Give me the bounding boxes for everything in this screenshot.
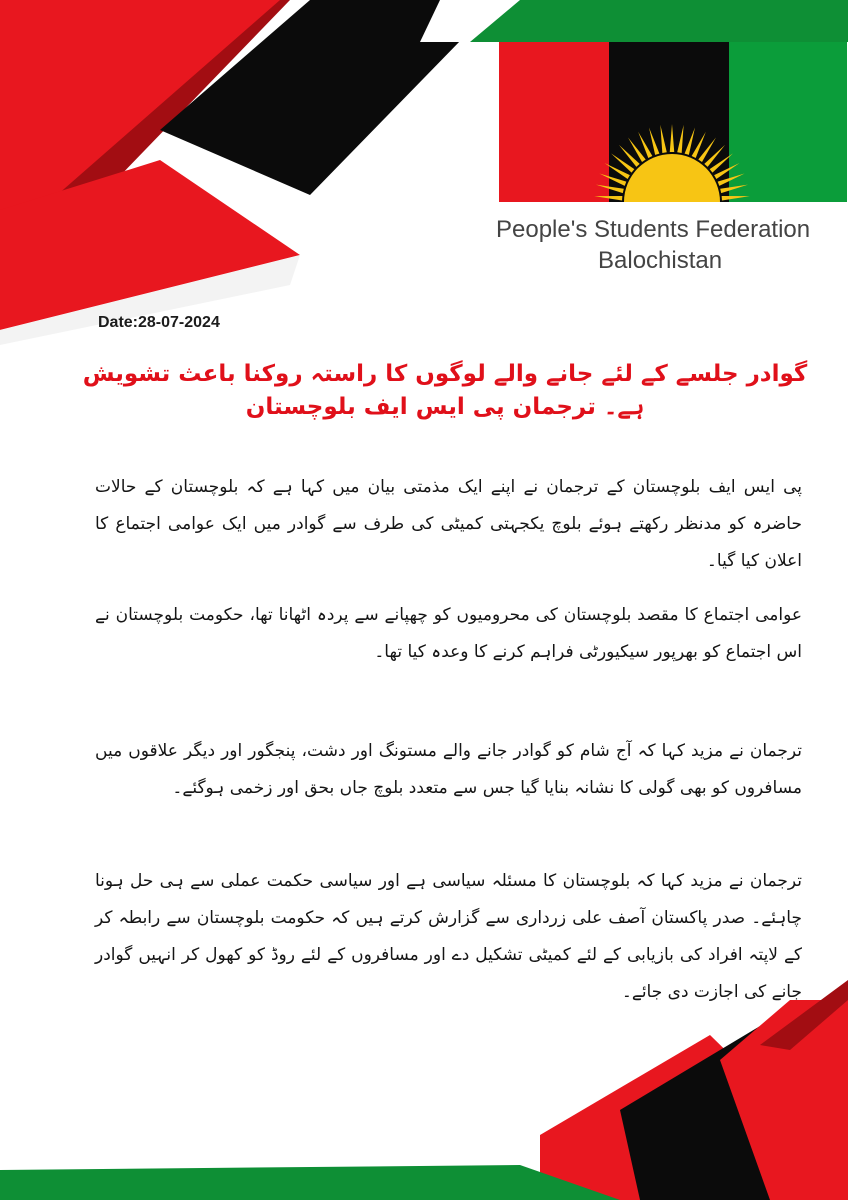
press-release-headline: گوادر جلسے کے لئے جانے والے لوگوں کا راستہ روکنا باعث تشویش ہے۔ ترجمان پی ایس ایف بلوچستان <box>82 361 808 420</box>
flag-green-stripe <box>729 42 847 202</box>
organization-name-line2: Balochistan <box>598 247 723 274</box>
organization-name-line1: People's Students Federation <box>496 216 811 243</box>
flag-logo <box>499 42 847 202</box>
paragraph-1: پی ایس ایف بلوچستان کے ترجمان نے اپنے ایک مذمتی بیان میں کہا ہے کہ بلوچستان کے حالات حاضرہ کو مدنظر رکھتے ہوئے بلوچ یکجہتی کمیٹی کی طرف سے گوادر میں ایک عوامی اجتماع کا اعلان کیا گیا۔ <box>95 477 802 571</box>
bottom-green-strip <box>0 1165 620 1200</box>
organization-name <box>496 214 846 276</box>
flag-red-stripe <box>499 42 609 202</box>
paragraph-2: عوامی اجتماع کا مقصد بلوچستان کی محرومیوں کو چھپانے سے پردہ اٹھانا تھا، حکومت بلوچستان نے اس اجتماع کو بھرپور سیکیورٹی فراہم کرنے کا وعدہ کیا تھا۔ <box>95 605 802 662</box>
paragraph-3: ترجمان نے مزید کہا کہ آج شام کو گوادر جانے والے مستونگ اور دشت، پنجگور اور دیگر علاقوں میں مسافروں کو بھی گولی کا نشانہ بنایا گیا جس سے متعدد بلوچ جاں بحق اور زخمی ہوگئے۔ <box>95 741 803 798</box>
document-date: Date:28-07-2024 <box>98 314 220 331</box>
paragraph-4: ترجمان نے مزید کہا کہ بلوچستان کا مسئلہ سیاسی ہے اور سیاسی حکمت عملی سے ہی حل ہونا چاہئے۔ صدر پاکستان آصف علی زرداری سے گزارش کرتے ہیں کہ حکومت بلوچستان سے رابطہ کر کے لاپتہ افراد کی بازیابی کے لئے کمیٹی تشکیل دے اور مسافروں کے لئے روڈ کو کھول کر انہیں گوادر جانے کی اجازت دی جائے۔ <box>95 871 802 1002</box>
top-green-strip <box>470 0 848 42</box>
